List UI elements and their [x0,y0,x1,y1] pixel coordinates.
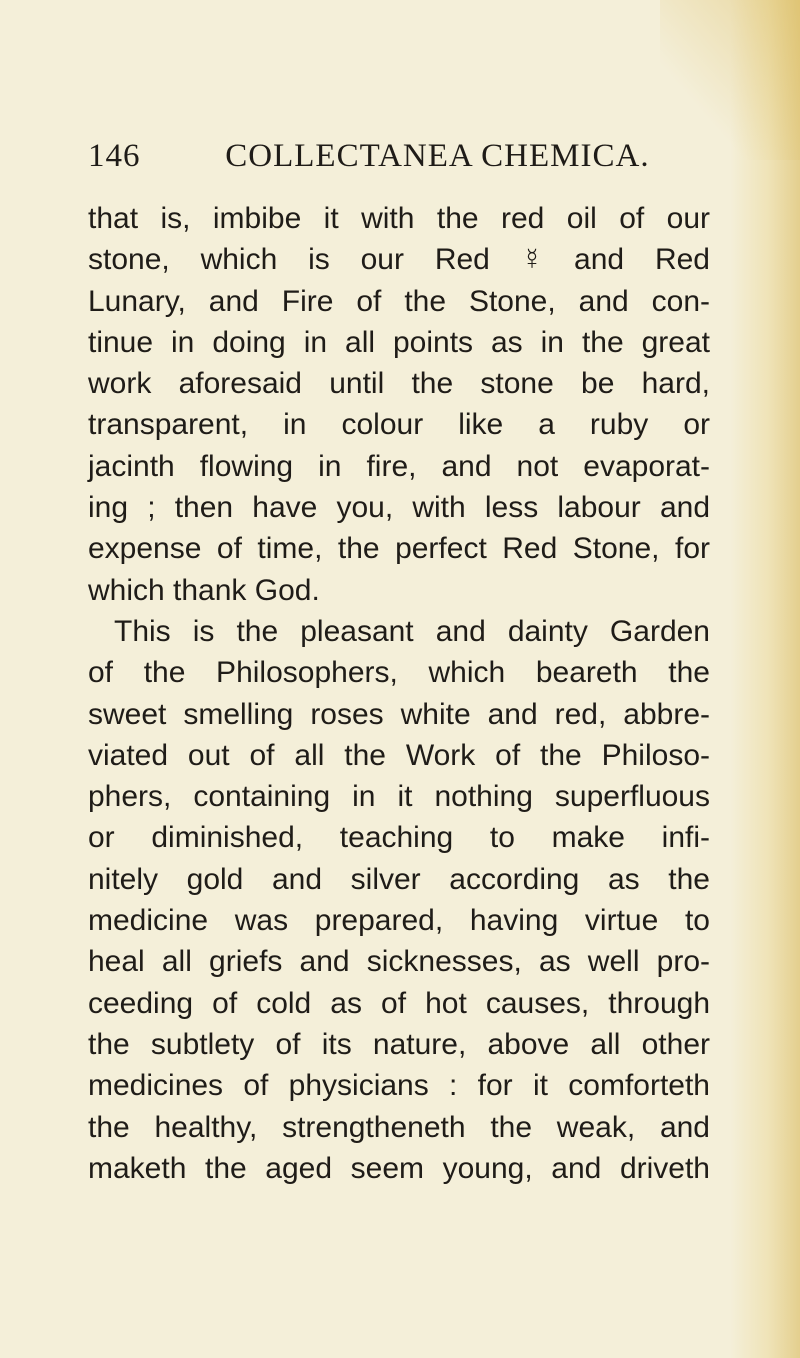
text-line: viated out of all the Work of the Philoso- [88,738,710,772]
text-line: transparent, in colour like a ruby or [88,408,710,442]
text-line: medicines of physicians : for it comforteth [88,1069,710,1103]
text-line: stone, which is our Red ☿ and Red [88,243,710,277]
running-head [88,138,708,182]
text-line: expense of time, the perfect Red Stone, for [88,532,710,566]
text-line: the healthy, strengtheneth the weak, and [88,1110,710,1144]
text-line: work aforesaid until the stone be hard, [88,367,710,401]
text-line: that is, imbibe it with the red oil of our [88,202,710,235]
page-corner-shading [660,0,800,160]
text-line: ceeding of cold as of hot causes, through [88,986,710,1020]
text-line: phers, containing in it nothing superfluous [88,780,710,814]
text-line: Lunary, and Fire of the Stone, and con- [88,284,710,318]
text-line: nitely gold and silver according as the [88,862,710,896]
page-edge-shading [730,0,800,1358]
text-line: sweet smelling roses white and red, abbre- [88,697,710,731]
text-line: jacinth flowing in fire, and not evaporat- [88,449,710,483]
text-line: the subtlety of its nature, above all other [88,1027,710,1061]
running-title: COLLECTANEA CHEMICA. [225,138,650,174]
text-line: tinue in doing in all points as in the great [88,325,710,359]
paragraph-end-line: which thank God. [88,573,320,607]
text-line: ing ; then have you, with less labour and [88,491,710,525]
text-line: of the Philosophers, which beareth the [88,656,710,690]
text-line: medicine was prepared, having virtue to [88,904,710,938]
paragraph-start-line: This is the pleasant and dainty Garden [114,614,710,648]
page-number: 146 [88,138,141,174]
text-line: maketh the aged seem young, and driveth [88,1151,710,1185]
body-text [88,198,710,1189]
text-line: or diminished, teaching to make infi- [88,821,710,855]
text-line: heal all griefs and sicknesses, as well pro- [88,945,710,979]
